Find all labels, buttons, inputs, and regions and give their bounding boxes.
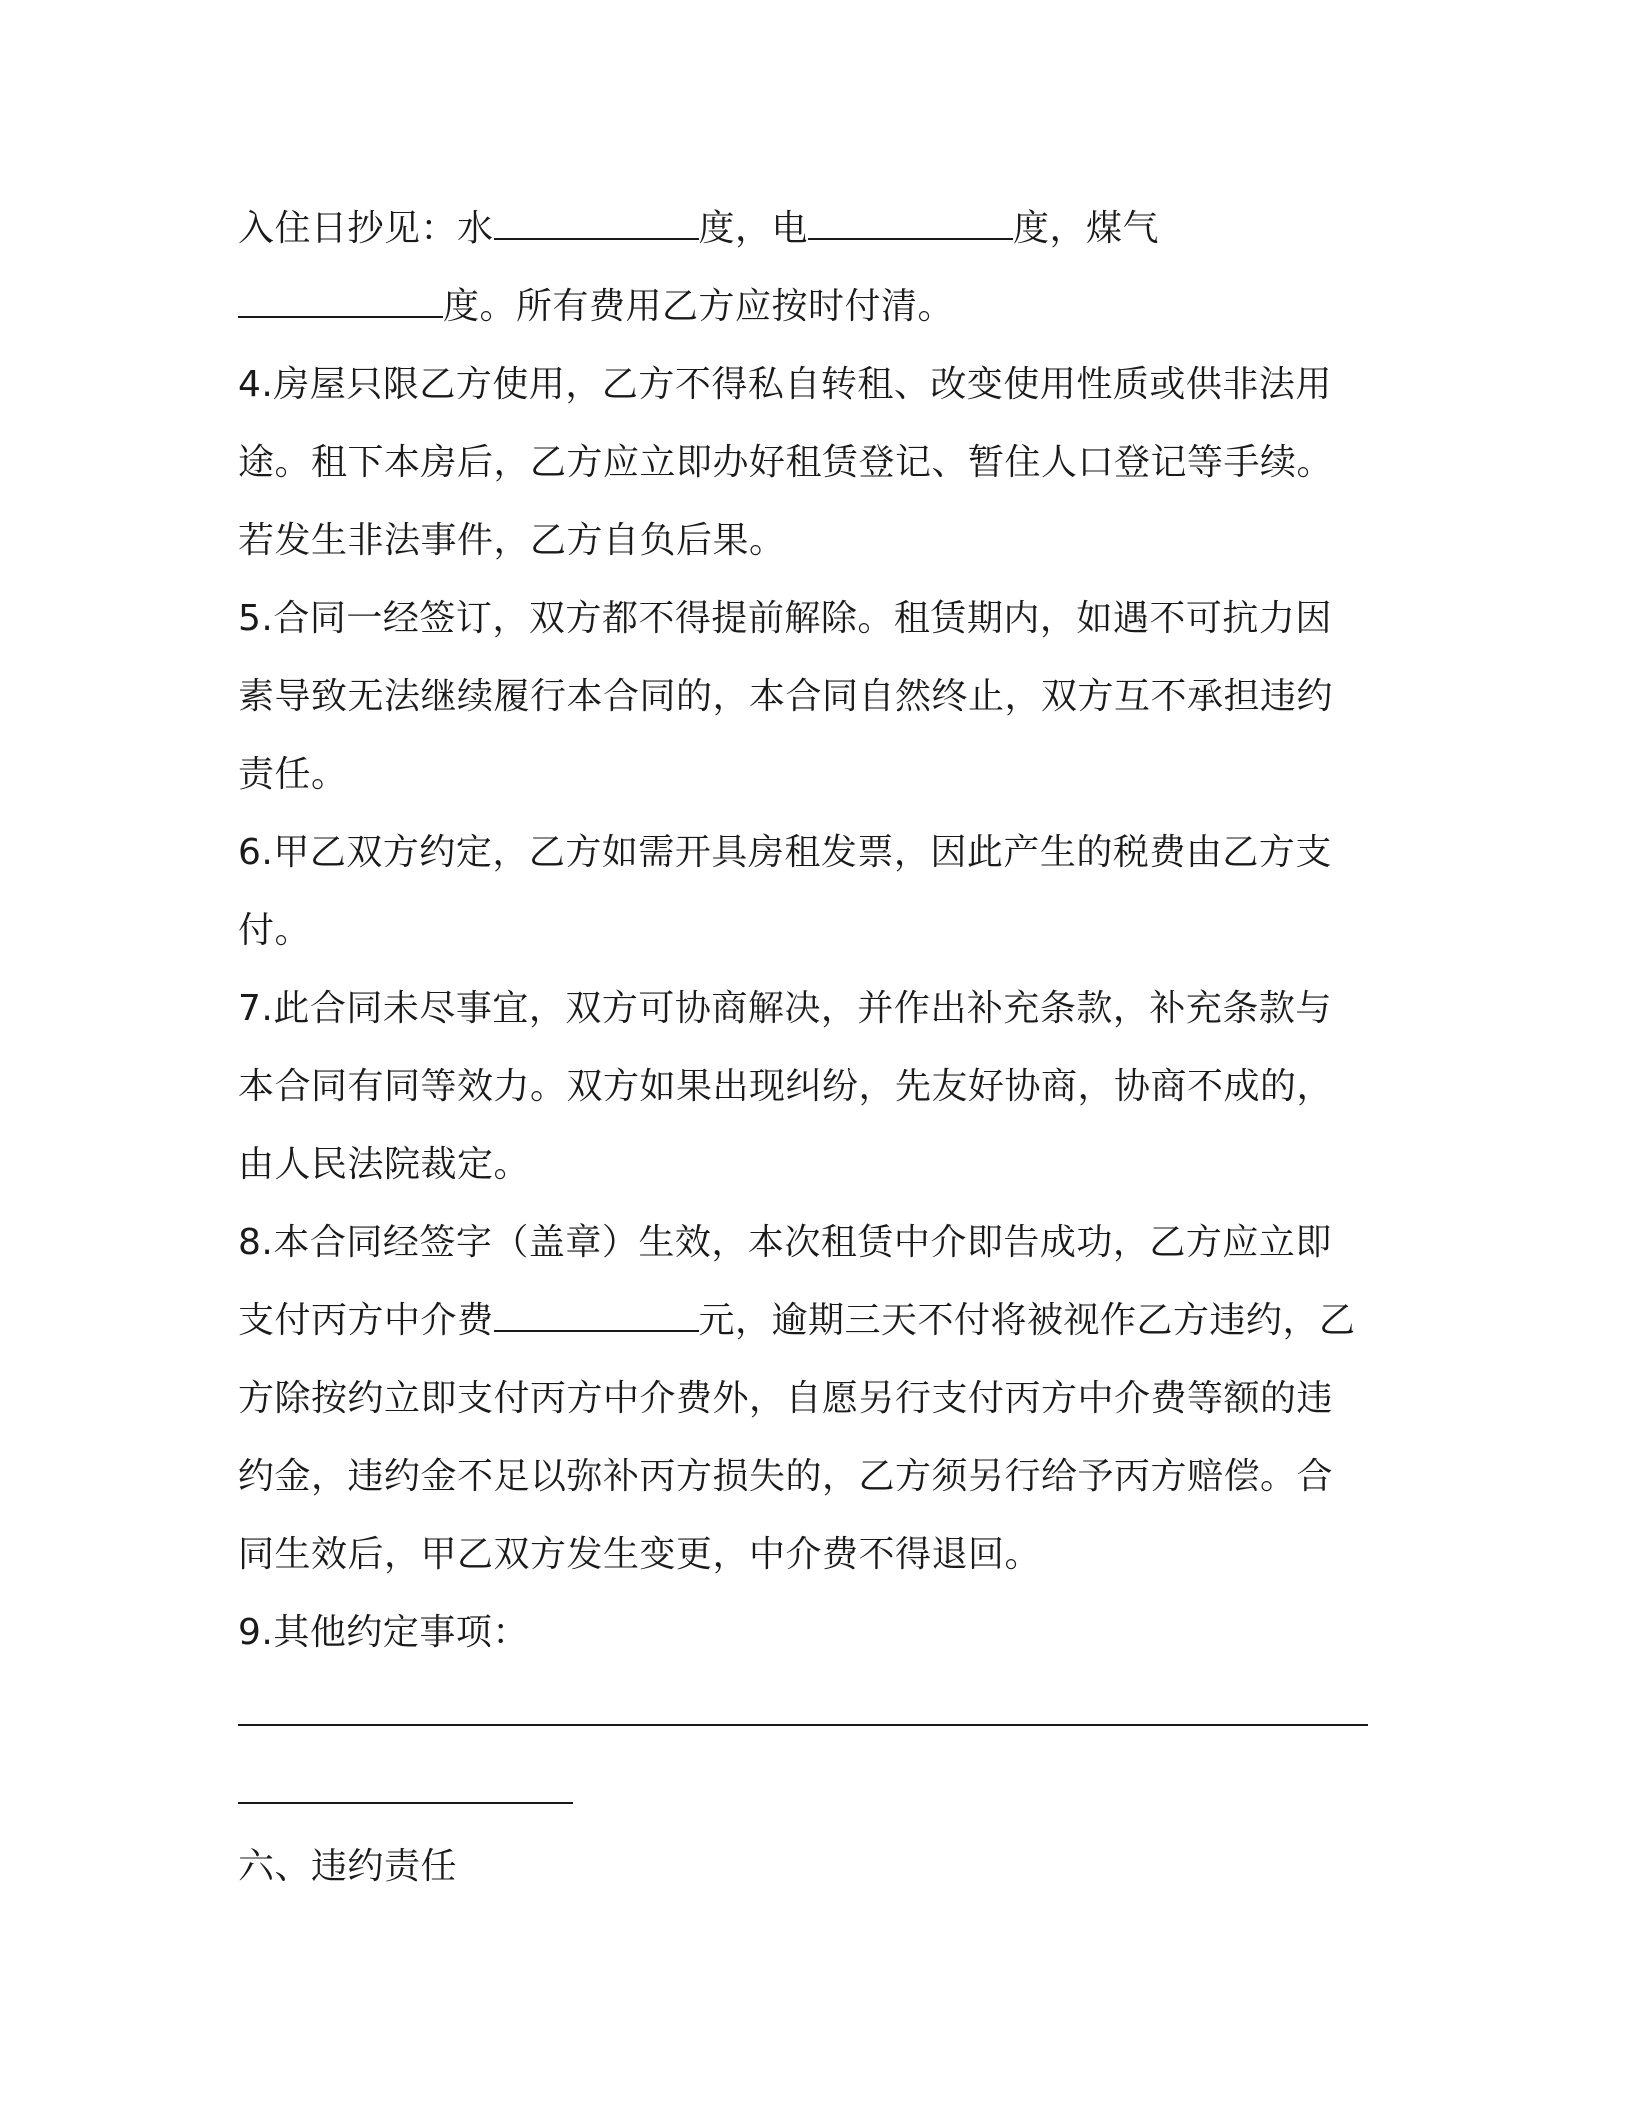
electricity-unit-text: 度，煤气	[1013, 208, 1160, 249]
other-terms-blank-2[interactable]	[238, 1772, 573, 1804]
clause-4-line-1: 4.房屋只限乙方使用，乙方不得私自转租、改变使用性质或供非法用	[238, 364, 1332, 405]
meter-reading-line	[238, 190, 1398, 268]
clause-5-line-2: 素导致无法继续履行本合同的，本合同自然终止，双方互不承担违约	[238, 676, 1334, 717]
clause-7-line-3: 由人民法院裁定。	[238, 1144, 531, 1185]
clause-5-line-1: 5.合同一经签订，双方都不得提前解除。租赁期内，如遇不可抗力因	[238, 598, 1332, 639]
other-terms-blank-row-1	[238, 1672, 1398, 1750]
gas-reading-blank[interactable]	[238, 286, 443, 318]
agency-fee-blank[interactable]	[494, 1300, 699, 1332]
electricity-reading-blank[interactable]	[808, 208, 1013, 240]
clause-6-line-2: 付。	[238, 910, 312, 951]
clause-8-line-5: 同生效后，甲乙双方发生变更，中介费不得退回。	[238, 1534, 1042, 1575]
clause-8-line-3: 方除按约立即支付丙方中介费外，自愿另行支付丙方中介费等额的违	[238, 1378, 1334, 1419]
water-unit-text: 度，电	[698, 208, 809, 249]
agency-fee-suffix: 元，逾期三天不付将被视作乙方违约，乙	[698, 1300, 1356, 1341]
clause-7-line-2: 本合同有同等效力。双方如果出现纠纷，先友好协商，协商不成的，	[238, 1066, 1334, 1107]
clause-7-line-1: 7.此合同未尽事宜，双方可协商解决，并作出补充条款，补充条款与	[238, 988, 1332, 1029]
clause-6-line-1: 6.甲乙双方约定，乙方如需开具房租发票，因此产生的税费由乙方支	[238, 832, 1332, 873]
clause-5-line-3: 责任。	[238, 754, 348, 795]
clause-4-line-3: 若发生非法事件，乙方自负后果。	[238, 520, 786, 561]
contract-body	[238, 190, 1398, 1906]
water-reading-blank[interactable]	[494, 208, 699, 240]
clause-4-line-2: 途。租下本房后，乙方应立即办好租赁登记、暂住人口登记等手续。	[238, 442, 1334, 483]
gas-reading-line	[238, 268, 1398, 346]
section-6-heading: 六、违约责任	[238, 1846, 458, 1887]
agency-fee-prefix: 支付丙方中介费	[238, 1300, 494, 1341]
meter-prefix: 入住日抄见：水	[238, 208, 494, 249]
clause-9-line-1: 9.其他约定事项：	[238, 1612, 529, 1653]
clause-8-line-2	[238, 1282, 1398, 1360]
clause-8-line-4: 约金，违约金不足以弥补丙方损失的，乙方须另行给予丙方赔偿。合	[238, 1456, 1334, 1497]
other-terms-blank-1[interactable]	[238, 1694, 1368, 1726]
other-terms-blank-row-2	[238, 1750, 1398, 1828]
gas-unit-text: 度。所有费用乙方应按时付清。	[443, 286, 955, 327]
clause-8-line-1: 8.本合同经签字（盖章）生效，本次租赁中介即告成功，乙方应立即	[238, 1222, 1332, 1263]
